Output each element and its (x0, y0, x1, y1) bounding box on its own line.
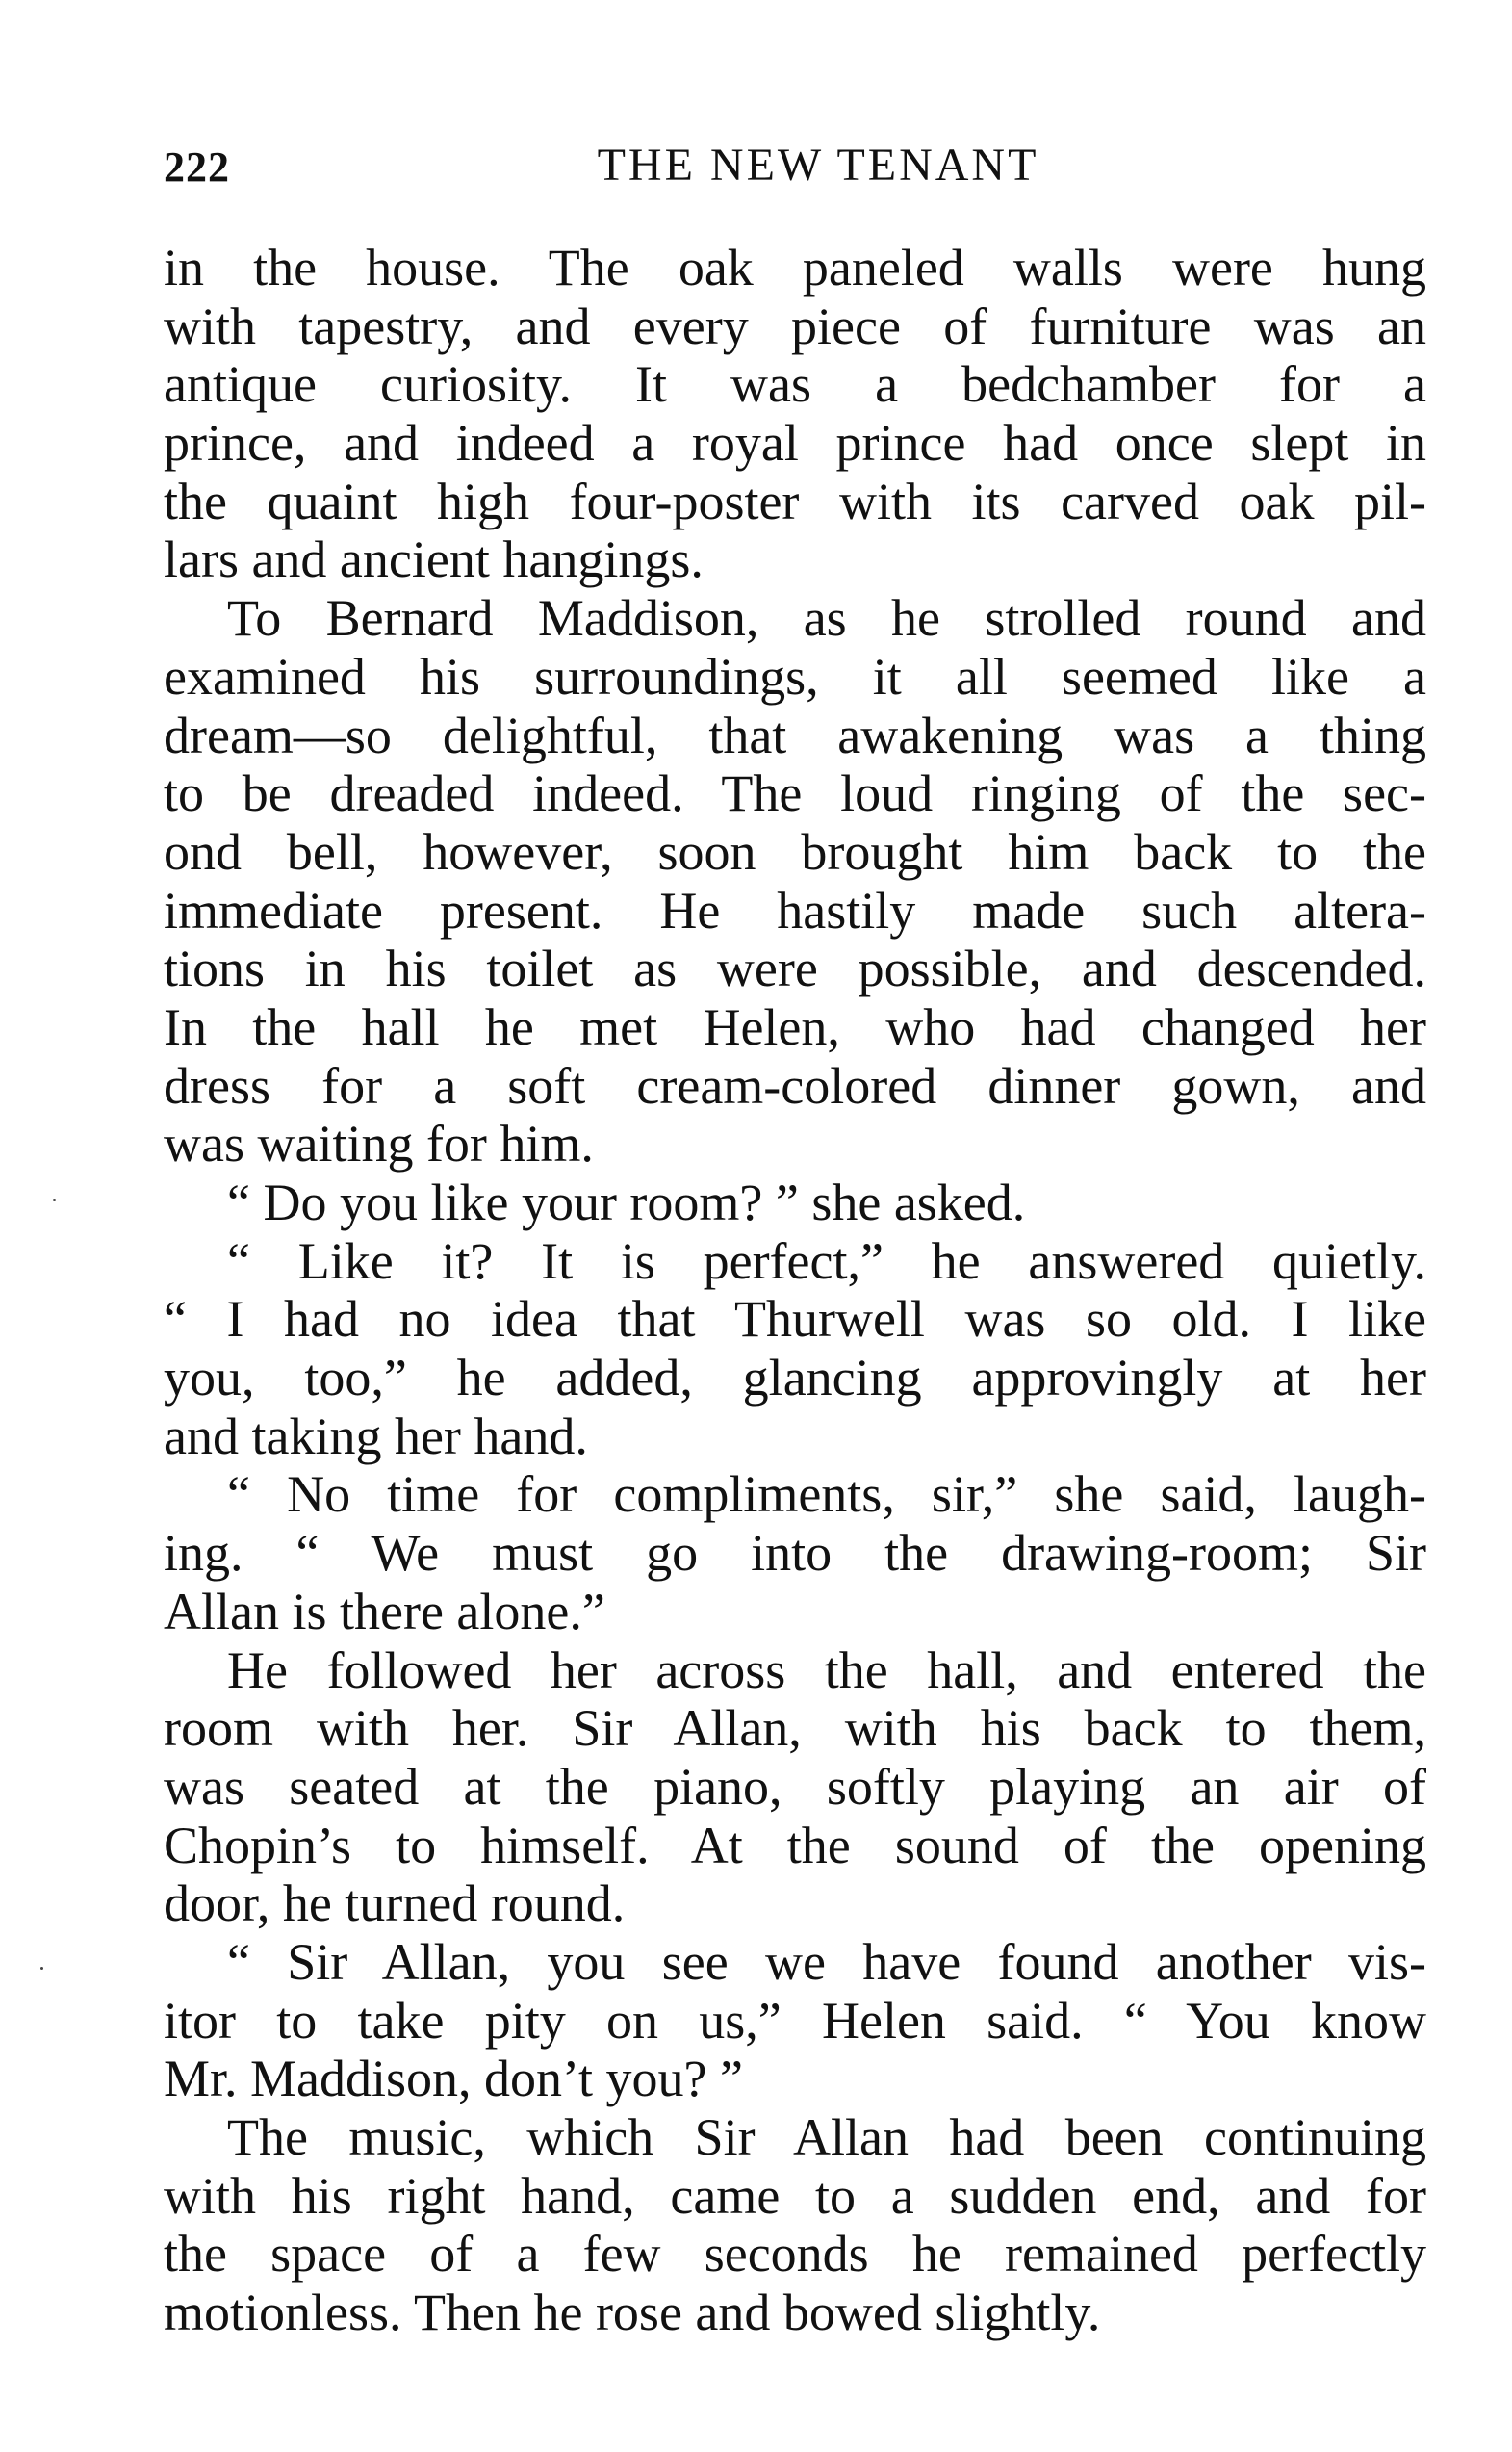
page-header (164, 142, 1424, 200)
text-line: door, he turned round. (164, 1874, 626, 1933)
print-speck (40, 1967, 43, 1970)
page-number: 222 (164, 143, 230, 191)
text-line: ond bell, however, soon brought him back to the (164, 822, 1426, 881)
text-line: examined his surroundings, it all seemed like a (164, 647, 1426, 706)
text-line: Chopin’s to himself. At the sound of the opening (164, 1816, 1426, 1874)
text-line: Mr. Maddison, don’t you? ” (164, 2050, 743, 2108)
text-line: dream—so delightful, that awakening was a thing (164, 706, 1426, 764)
print-speck (53, 1199, 56, 1201)
text-line: was waiting for him. (164, 1115, 594, 1174)
text-line: “ No time for compliments, sir,” she said, laugh- (227, 1465, 1426, 1524)
text-line: the quaint high four-poster with its carved oak pil- (164, 472, 1426, 530)
text-line: In the hall he met Helen, who had changed her (164, 997, 1426, 1056)
text-line: ing. “ We must go into the drawing-room; Sir (164, 1524, 1426, 1583)
text-line: He followed her across the hall, and entered the (227, 1640, 1426, 1699)
text-line: with his right hand, came to a sudden end, and for (164, 2166, 1426, 2225)
text-line: antique curiosity. It was a bedchamber for a (164, 355, 1426, 414)
text-line: was seated at the piano, softly playing an air of (164, 1757, 1426, 1816)
text-line: lars and ancient hangings. (164, 530, 704, 589)
text-line: tions in his toilet as were possible, and descended. (164, 940, 1426, 998)
text-line: prince, and indeed a royal prince had once slept in (164, 414, 1426, 473)
text-line: and taking her hand. (164, 1407, 588, 1465)
text-line: “ Sir Allan, you see we have found another vis- (227, 1932, 1426, 1991)
running-title: THE NEW TENANT (597, 140, 1039, 191)
text-line: To Bernard Maddison, as he strolled round and (227, 589, 1426, 648)
text-line: in the house. The oak paneled walls were hung (164, 239, 1426, 297)
text-line: itor to take pity on us,” Helen said. “ You know (164, 1991, 1426, 2050)
text-line: with tapestry, and every piece of furniture was an (164, 297, 1426, 355)
text-line: to be dreaded indeed. The loud ringing of the sec- (164, 764, 1426, 823)
text-line: room with her. Sir Allan, with his back to them, (164, 1699, 1426, 1758)
text-line: dress for a soft cream-colored dinner gown, and (164, 1056, 1426, 1115)
text-line: Allan is there alone.” (164, 1582, 605, 1640)
text-line: “ Do you like your room? ” she asked. (227, 1174, 1026, 1231)
text-line: immediate present. He hastily made such altera- (164, 881, 1426, 940)
text-line: The music, which Sir Allan had been continuing (227, 2108, 1426, 2166)
text-line: motionless. Then he rose and bowed slightly. (164, 2284, 1101, 2342)
text-line: the space of a few seconds he remained perfectly (164, 2225, 1426, 2284)
body-text (164, 239, 1426, 2342)
text-line: “ I had no idea that Thurwell was so old. I like (164, 1290, 1426, 1349)
text-line: “ Like it? It is perfect,” he answered quietly. (227, 1231, 1426, 1290)
text-line: you, too,” he added, glancing approvingly at her (164, 1349, 1426, 1407)
